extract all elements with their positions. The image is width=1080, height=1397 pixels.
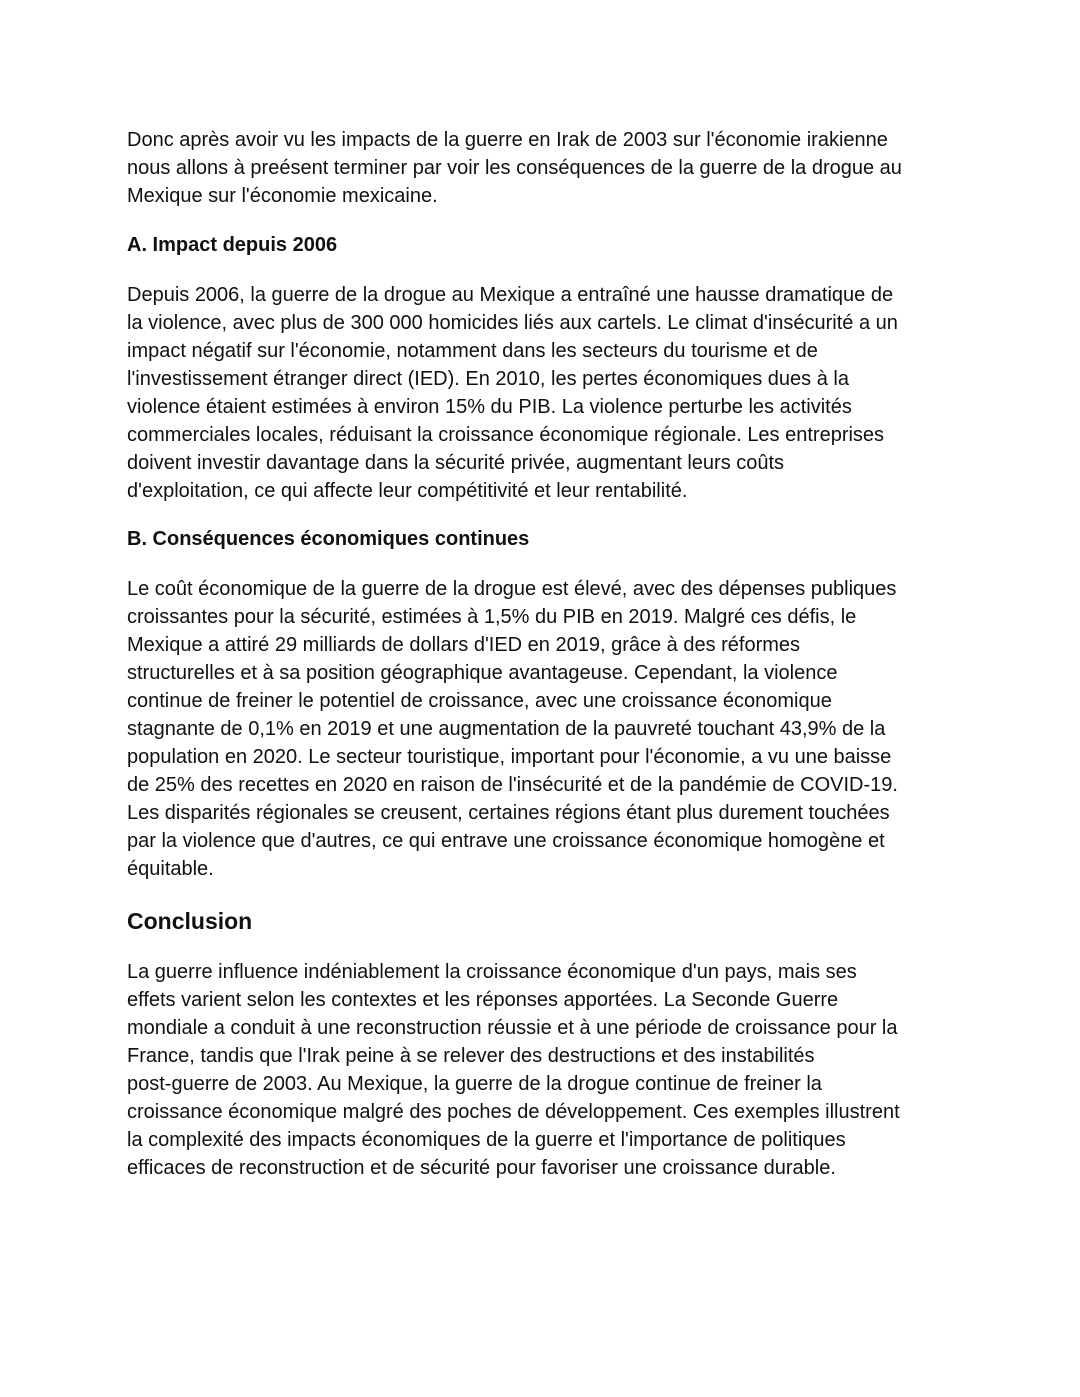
text-line: continue de freiner le potentiel de croissance, avec une croissance économique — [127, 690, 832, 712]
text-line: post-guerre de 2003. Au Mexique, la guerre de la drogue continue de freiner la — [127, 1073, 822, 1095]
text-line: Les disparités régionales se creusent, certaines régions étant plus durement touchées — [127, 802, 890, 824]
section-a-paragraph — [127, 281, 987, 505]
text-line: doivent investir davantage dans la sécurité privée, augmentant leurs coûts — [127, 452, 785, 474]
conclusion-heading: Conclusion — [127, 908, 253, 934]
text-line: l'investissement étranger direct (IED). En 2010, les pertes économiques dues à la — [127, 368, 849, 390]
text-line: commerciales locales, réduisant la croissance économique régionale. Les entreprises — [127, 424, 885, 446]
text-line: Donc après avoir vu les impacts de la guerre en Irak de 2003 sur l'économie irakienne — [127, 129, 888, 151]
section-a-heading: A. Impact depuis 2006 — [127, 234, 338, 256]
text-line: mondiale a conduit à une reconstruction réussie et à une période de croissance pour la — [127, 1017, 898, 1039]
text-line: par la violence que d'autres, ce qui entrave une croissance économique homogène et — [127, 830, 885, 852]
intro-paragraph — [127, 126, 987, 210]
text-line: population en 2020. Le secteur touristique, important pour l'économie, a vu une baisse — [127, 746, 892, 768]
section-b-heading: B. Conséquences économiques continues — [127, 528, 530, 550]
text-line: Mexique sur l'économie mexicaine. — [127, 185, 438, 207]
text-line: équitable. — [127, 858, 214, 880]
text-line: croissance économique malgré des poches de développement. Ces exemples illustrent — [127, 1101, 900, 1123]
text-line: croissantes pour la sécurité, estimées à 1,5% du PIB en 2019. Malgré ces défis, le — [127, 606, 857, 628]
conclusion-paragraph — [127, 958, 987, 1182]
text-line: Depuis 2006, la guerre de la drogue au Mexique a entraîné une hausse dramatique de — [127, 284, 894, 306]
text-line: d'exploitation, ce qui affecte leur compétitivité et leur rentabilité. — [127, 480, 688, 502]
text-line: de 25% des recettes en 2020 en raison de l'insécurité et de la pandémie de COVID-19. — [127, 774, 898, 796]
text-line: La guerre influence indéniablement la croissance économique d'un pays, mais ses — [127, 961, 857, 983]
text-line: Mexique a attiré 29 milliards de dollars d'IED en 2019, grâce à des réformes — [127, 634, 801, 656]
text-line: nous allons à preésent terminer par voir les conséquences de la guerre de la drogue au — [127, 157, 902, 179]
text-line: structurelles et à sa position géographique avantageuse. Cependant, la violence — [127, 662, 838, 684]
text-line: efficaces de reconstruction et de sécurité pour favoriser une croissance durable. — [127, 1157, 836, 1179]
text-line: la complexité des impacts économiques de la guerre et l'importance de politiques — [127, 1129, 846, 1151]
text-line: la violence, avec plus de 300 000 homicides liés aux cartels. Le climat d'insécurité a un — [127, 312, 898, 334]
section-b-paragraph — [127, 575, 987, 883]
text-line: Le coût économique de la guerre de la drogue est élevé, avec des dépenses publiques — [127, 578, 897, 600]
text-line: France, tandis que l'Irak peine à se relever des destructions et des instabilités — [127, 1045, 815, 1067]
text-line: violence étaient estimées à environ 15% du PIB. La violence perturbe les activités — [127, 396, 852, 418]
text-line: effets varient selon les contextes et les réponses apportées. La Seconde Guerre — [127, 989, 839, 1011]
text-line: impact négatif sur l'économie, notamment dans les secteurs du tourisme et de — [127, 340, 818, 362]
text-line: stagnante de 0,1% en 2019 et une augmentation de la pauvreté touchant 43,9% de la — [127, 718, 886, 740]
